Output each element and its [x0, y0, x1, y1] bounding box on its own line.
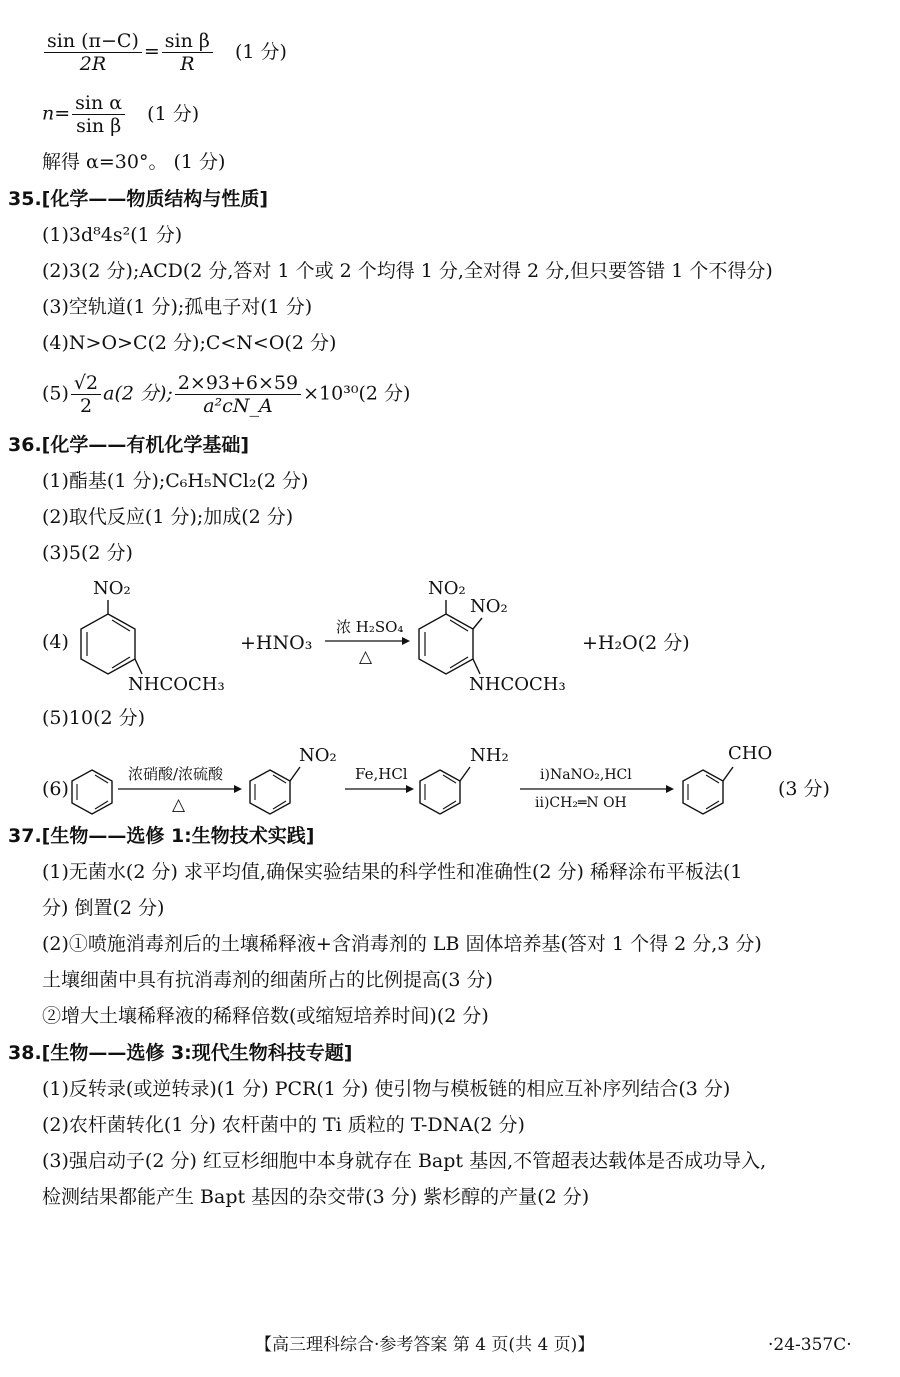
q37-heading: 37.[生物——选修 1:生物技术实践] — [8, 825, 315, 847]
q35-line-5 — [42, 372, 410, 417]
r6-int1-no2: NO₂ — [299, 745, 337, 766]
r4-product-nhcoch3: NHCOCH₃ — [469, 674, 566, 695]
r6-int1-inner-bond — [273, 775, 286, 783]
r4-reactant-no2: NO₂ — [93, 578, 131, 599]
q35-l5-mid: a(2 分); — [103, 382, 173, 405]
r6-product-cho: CHO — [728, 743, 773, 764]
q35-l5-frac1-den: 2 — [79, 395, 93, 417]
eq-law-of-sines: $\frac{\sin (\pi-C)}{2R}$ = $\frac{\text{sin β}}{R}$ (1 分) — [42, 30, 287, 75]
r6-int2-nh2: NH₂ — [470, 745, 509, 766]
reaction-4-diagram — [0, 574, 900, 704]
r6-step2-arrow-head — [406, 785, 414, 793]
r6-step1-bottom: △ — [172, 795, 186, 815]
eq1-lhs-fraction — [44, 30, 142, 75]
r6-int1-sub-bond — [290, 767, 300, 781]
r4-byproduct: +H₂O(2 分) — [582, 632, 690, 654]
q38-line-4: 检测结果都能产生 Bapt 基因的杂交带(3 分) 紫杉醇的产量(2 分) — [42, 1186, 590, 1208]
q37-line-5: ②增大土壤稀释液的稀释倍数(或缩短培养时间)(2 分) — [42, 1005, 489, 1027]
eq2-numerator: sin α — [72, 92, 125, 115]
q35-l5-frac1 — [71, 372, 101, 417]
q38-line-2: (2)农杆菌转化(1 分) 农杆菌中的 Ti 质粒的 T-DNA(2 分) — [42, 1114, 525, 1136]
r4-product-nh-bond — [473, 659, 480, 674]
r6-step2-top: Fe,HCl — [355, 765, 408, 783]
eq1-denominator: 2R — [79, 53, 107, 75]
r6-int2-inner-bond — [443, 775, 456, 783]
page-footer-code: ·24-357C· — [768, 1335, 852, 1355]
r6-int1-ring — [250, 770, 290, 814]
q38-line-3: (3)强启动子(2 分) 红豆杉细胞中本身就存在 Bapt 基因,不管超表达载体是否成功导入, — [42, 1150, 767, 1172]
eq2-fraction — [72, 92, 125, 137]
q36-line-2: (2)取代反应(1 分);加成(2 分) — [42, 506, 294, 528]
q37-line-4: 土壤细菌中具有抗消毒剂的细菌所占的比例提高(3 分) — [42, 969, 493, 991]
r6-int2-inner-bond — [443, 801, 456, 809]
r4-product-benzene-ring — [419, 614, 473, 674]
r4-reactant-nhcoch3: NHCOCH₃ — [128, 674, 225, 695]
q35-l5-frac2-num: 2×93+6×59 — [175, 372, 301, 395]
q36-line-3: (3)5(2 分) — [42, 542, 133, 564]
r4-product-no2-bond-b — [473, 618, 482, 629]
r6-product-inner-bond — [706, 775, 719, 783]
r4-product-no2-b: NO₂ — [470, 596, 508, 617]
eq-refractive-index — [42, 92, 199, 137]
r6-int2-sub-bond — [460, 767, 470, 781]
r6-int1-inner-bond — [273, 801, 286, 809]
r6-product-ring — [683, 770, 723, 814]
r6-step3-arrow-head — [666, 785, 674, 793]
q37-line-3: (2)①喷施消毒剂后的土壤稀释液+含消毒剂的 LB 固体培养基(答对 1 个得 2 分,3 分) — [42, 933, 762, 955]
eq1-rhs-denominator: R — [180, 53, 195, 75]
r4-label: (4) — [42, 631, 69, 653]
r6-int2-ring — [420, 770, 460, 814]
eq2-lhs: n= — [42, 102, 71, 125]
q36-heading: 36.[化学——有机化学基础] — [8, 434, 250, 456]
q35-l5-frac2 — [175, 372, 301, 417]
r4-arrow-head — [402, 637, 410, 645]
q35-heading: 35.[化学——物质结构与性质] — [8, 188, 269, 210]
r6-step3-top: ⅰ)NaNO₂,HCl — [540, 767, 632, 783]
r4-condition-top: 浓 H₂SO₄ — [336, 618, 404, 636]
q38-line-1: (1)反转录(或逆转录)(1 分) PCR(1 分) 使引物与模板链的相应互补序列结合(3 分) — [42, 1078, 731, 1100]
r4-product-no2-a: NO₂ — [428, 578, 466, 599]
r6-step3-bottom: ⅱ)CH₂═N OH — [535, 795, 627, 811]
eq2-score: (1 分) — [147, 102, 200, 125]
eq2-denominator: sin β — [76, 115, 122, 137]
eq1-rhs-fraction — [162, 30, 213, 75]
r6-benzene-inner-bond — [95, 775, 108, 783]
r6-step1-arrow-head — [234, 785, 242, 793]
r6-benzene-inner-bond — [95, 801, 108, 809]
q36-line-1: (1)酯基(1 分);C₆H₅NCl₂(2 分) — [42, 470, 309, 492]
q35-line-2: (2)3(2 分);ACD(2 分,答对 1 个或 2 个均得 1 分,全对得 2 分,但只要答错 1 个不得分) — [42, 260, 773, 282]
r6-step1-top: 浓硝酸/浓硫酸 — [128, 765, 224, 783]
q36-line-5: (5)10(2 分) — [42, 707, 146, 729]
q37-line-1: (1)无菌水(2 分) 求平均值,确保实验结果的科学性和准确性(2 分) 稀释涂布平板法(1 — [42, 861, 743, 883]
q35-line-3: (3)空轨道(1 分);孤电子对(1 分) — [42, 296, 313, 318]
r4-condition-bottom: △ — [359, 647, 373, 667]
q35-l5-frac1-num: √2 — [71, 372, 101, 395]
r4-reactant-nh-bond — [135, 659, 142, 674]
q35-l5-prefix: (5) — [42, 382, 69, 405]
r6-benzene-ring — [72, 770, 112, 814]
q35-line-1: (1)3d⁸4s²(1 分) — [42, 224, 183, 246]
page-footer-title: 【高三理科综合·参考答案 第 4 页(共 4 页)】 — [255, 1335, 595, 1355]
r6-label: (6) — [42, 778, 69, 800]
r4-reactant-benzene-ring — [81, 614, 135, 674]
r6-product-inner-bond — [706, 801, 719, 809]
q35-l5-tail: ×10³⁰(2 分) — [303, 382, 411, 405]
r4-reagent-hno3: +HNO₃ — [240, 632, 313, 654]
r6-product-sub-bond — [723, 767, 733, 781]
q38-heading: 38.[生物——选修 3:现代生物科技专题] — [8, 1042, 353, 1064]
reaction-6-diagram — [0, 735, 900, 825]
r6-score: (3 分) — [778, 778, 830, 800]
eq1-score: (1 分) — [234, 40, 287, 63]
q35-line-4: (4)N>O>C(2 分);C<N<O(2 分) — [42, 332, 337, 354]
eq1-rhs-numerator: sin β — [162, 30, 213, 53]
solve-line: 解得 α=30°。 (1 分) — [42, 151, 226, 173]
q37-line-2: 分) 倒置(2 分) — [42, 897, 165, 919]
eq1-numerator: sin (π−C) — [44, 30, 142, 53]
q35-l5-frac2-den: a²cN_A — [203, 395, 273, 417]
